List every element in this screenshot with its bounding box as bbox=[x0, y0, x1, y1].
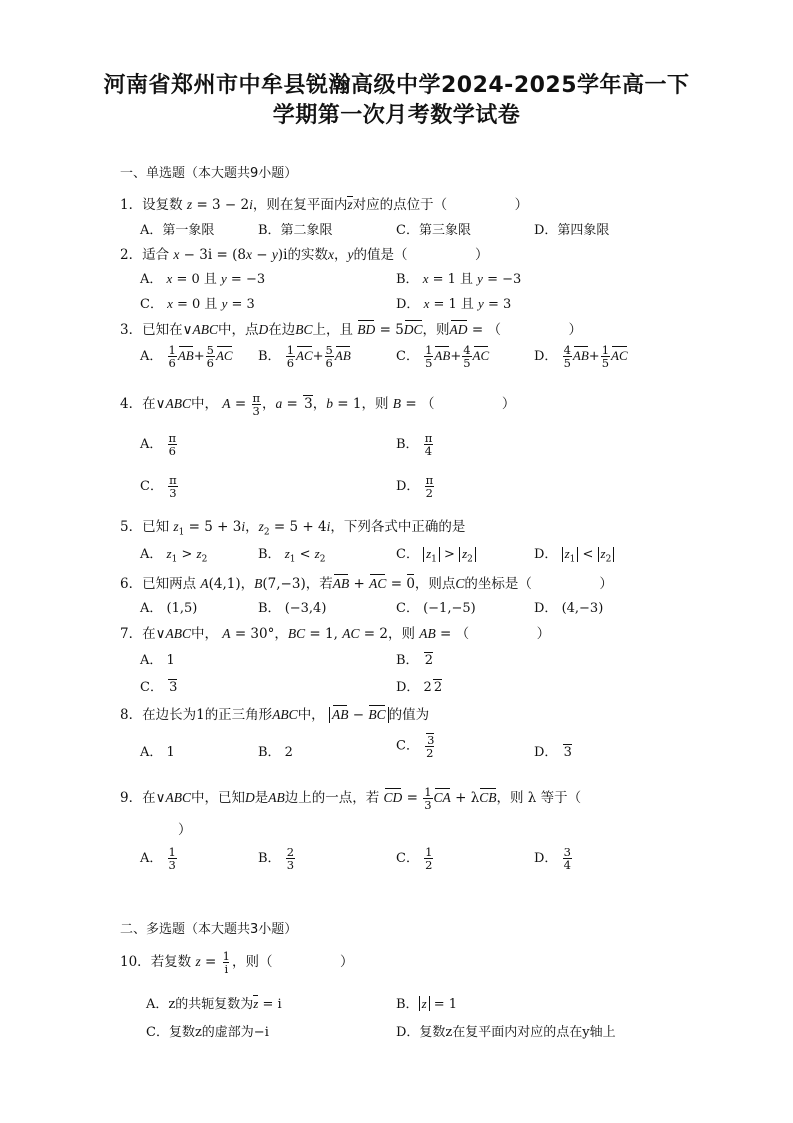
q3-option-c: C． $\frac{1}{5}$ AB+ $\frac{4}{5}$ AC bbox=[396, 343, 490, 371]
q5-option-a: A． $z_1 > z_2$ bbox=[140, 546, 208, 565]
q8-option-c: C． $\frac{3}{2}$ bbox=[396, 733, 435, 761]
q8-option-d: D． 3 bbox=[534, 745, 572, 760]
section-multi-choice: 二、多选题（本大题共3小题） bbox=[120, 922, 298, 937]
q7-option-b: B． 2 bbox=[396, 653, 433, 668]
q10-option-d: D．复数z在复平面内对应的点在y轴上 bbox=[396, 1025, 616, 1040]
q1-option-a: A．第一象限 bbox=[140, 223, 215, 238]
q9-option-b: B． $\frac{2}{3}$ bbox=[258, 845, 295, 873]
q2-option-d: D． x = 1 且 y = 3 bbox=[396, 296, 512, 312]
q4-option-a: A． $\frac{\pi}{6}$ bbox=[140, 431, 177, 459]
q2-option-c: C． x = 0 且 y = 3 bbox=[140, 296, 255, 312]
q2-option-b: B． x = 1 且 y = −3 bbox=[396, 271, 522, 287]
q9-option-a: A． $\frac{1}{3}$ bbox=[140, 845, 176, 873]
question-8: 8．在边长为1的正三角形ABC中， AB − BC 的值为 bbox=[120, 707, 430, 723]
question-4: 4．在∨ABC中， A = $\frac{\pi}{3}$ ，a = 3，b = 1，则 B = （ ） bbox=[120, 391, 516, 419]
question-1: 1．设复数 z = 3 − 2i，则在复平面内z对应的点位于（ ） bbox=[120, 197, 529, 213]
question-6: 6．已知两点 A(4,1)，B(7,−3)，若AB + AC = 0，则点C的坐标是（ ） bbox=[120, 576, 613, 592]
q6-option-d: D． (4,−3) bbox=[534, 601, 604, 616]
question-2: 2．适合 x − 3i = (8x − y)i的实数x，y的值是（ ） bbox=[120, 247, 489, 263]
question-5: 5．已知 $z_1 = 5 + 3i$，$z_2 = 5 + 4i$，下列各式中正确的是 bbox=[120, 519, 466, 538]
q3-option-d: D． $\frac{4}{5}$ AB+ $\frac{1}{5}$ AC bbox=[534, 343, 628, 371]
q6-option-b: B． (−3,4) bbox=[258, 601, 327, 616]
q4-option-c: C． $\frac{\pi}{3}$ bbox=[140, 473, 177, 501]
q2-option-a: A． x = 0 且 y = −3 bbox=[140, 271, 266, 287]
question-7: 7．在∨ABC中， A = 30°，BC = 1, AC = 2，则 AB = （ ） bbox=[120, 626, 551, 642]
question-9-continued: ） bbox=[178, 822, 192, 838]
question-3: 3．已知在∨ABC中，点D在边BC上，且 BD = 5DC，则AD = （ ） bbox=[120, 322, 582, 338]
q3-option-a: A． $\frac{1}{6}$ AB+ $\frac{5}{6}$ AC bbox=[140, 343, 233, 371]
q9-option-c: C． $\frac{1}{2}$ bbox=[396, 845, 433, 873]
q6-option-a: A． (1,5) bbox=[140, 601, 198, 616]
q6-option-c: C． (−1,−5) bbox=[396, 601, 476, 616]
q7-option-c: C． 3 bbox=[140, 680, 178, 695]
q10-option-b: B． z = 1 bbox=[396, 996, 458, 1012]
q5-option-d: D． $z_1 < z_2$ bbox=[534, 543, 614, 565]
q7-option-a: A． 1 bbox=[140, 653, 175, 668]
question-10: 10．若复数 z = $\frac{1}{i}$ ，则（ ） bbox=[120, 949, 354, 977]
q7-option-d: D． 2 2 bbox=[396, 680, 443, 695]
q4-option-d: D． $\frac{\pi}{2}$ bbox=[396, 473, 434, 501]
exam-title-line1: 河南省郑州市中牟县锐瀚高级中学2024-2025学年高一下 bbox=[103, 73, 690, 98]
q1-option-c: C．第三象限 bbox=[396, 223, 471, 238]
question-9: 9．在∨ABC中，已知D是AB边上的一点，若 CD = $\frac{1}{3}$ CA + λCB，则 λ 等于（ bbox=[120, 785, 582, 813]
exam-title-line2: 学期第一次月考数学试卷 bbox=[272, 103, 521, 128]
q5-option-b: B． $z_1 < z_2$ bbox=[258, 546, 326, 565]
q9-option-d: D． $\frac{3}{4}$ bbox=[534, 845, 571, 873]
q1-option-d: D．第四象限 bbox=[534, 223, 610, 238]
q4-option-b: B． $\frac{\pi}{4}$ bbox=[396, 431, 433, 459]
q8-option-b: B． 2 bbox=[258, 745, 293, 760]
q10-option-c: C．复数z的虚部为−i bbox=[146, 1025, 269, 1040]
q5-option-c: C． $z_1 > z_2$ bbox=[396, 543, 476, 565]
q8-option-a: A． 1 bbox=[140, 745, 175, 760]
q3-option-b: B． $\frac{1}{6}$ AC+ $\frac{5}{6}$ AB bbox=[258, 343, 351, 371]
q1-option-b: B．第二象限 bbox=[258, 223, 333, 238]
section-single-choice: 一、单选题（本大题共9小题） bbox=[120, 166, 298, 181]
q10-option-a: A．z的共轭复数为z = i bbox=[146, 996, 282, 1012]
